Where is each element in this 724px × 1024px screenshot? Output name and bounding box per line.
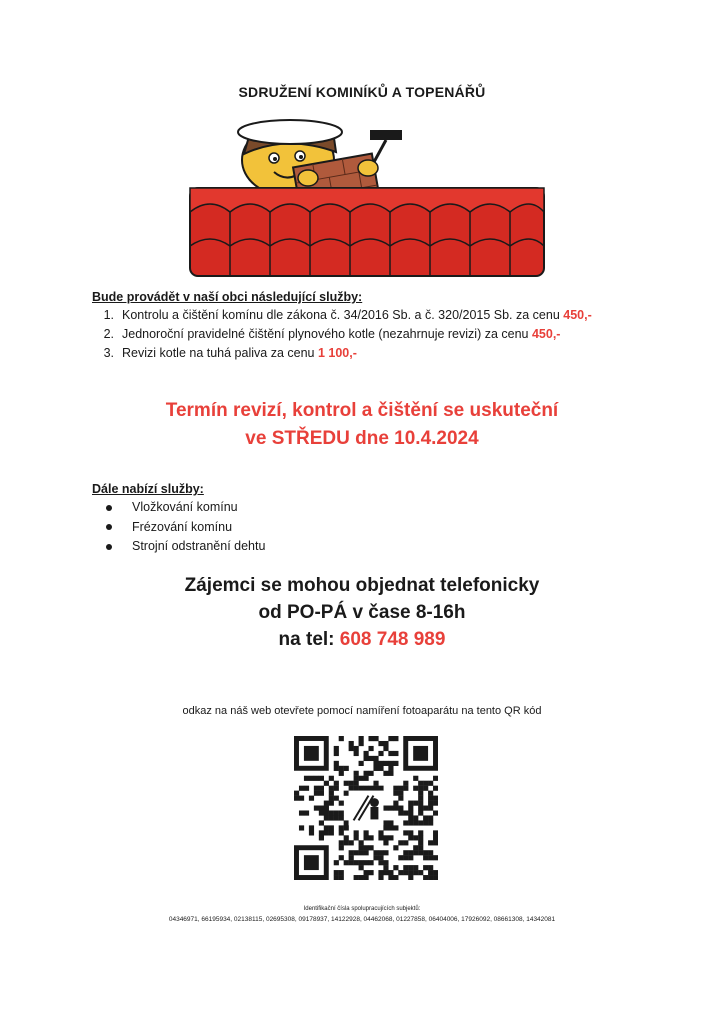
service-price: 1 100,- — [317, 346, 357, 360]
bullet-icon — [106, 524, 112, 530]
chimney-sweep-illustration — [186, 112, 548, 280]
services-list — [92, 306, 592, 363]
qr-caption: odkaz na náš web otevřete pomocí namíření fotoaparátu na tento QR kód — [182, 705, 542, 717]
bullet-icon — [106, 505, 112, 511]
list-item — [106, 498, 265, 518]
list-number: 3. — [103, 346, 114, 360]
phone-number[interactable]: 608 748 989 — [339, 629, 446, 650]
bullet-icon — [106, 544, 112, 550]
more-service-text: Vložkování komínu — [132, 500, 238, 514]
more-service-text: Strojní odstranění dehtu — [132, 539, 266, 553]
more-service-text: Frézování komínu — [132, 519, 233, 534]
service-text: Revizi kotle na tuhá paliva za cenu — [122, 346, 318, 360]
list-item — [106, 537, 265, 557]
qr-code-icon[interactable] — [294, 736, 438, 880]
more-services-heading: Dále nabízí služby: — [92, 482, 204, 496]
contact-line-2: od PO-PÁ v čase 8-16h — [258, 602, 466, 623]
service-text: Jednoroční pravidelné čištění plynového kotle (nezahrnuje revizi) za cenu — [122, 327, 532, 341]
list-item — [92, 325, 592, 344]
phone-prefix: na tel: — [278, 629, 340, 650]
list-number: 1. — [103, 308, 114, 322]
list-item — [106, 518, 265, 538]
list-item — [92, 306, 592, 325]
ids-list: 04346971, 66195934, 02138115, 02695308, 09178937, 14122928, 04462068, 01227858, 06404006, 17926092, 08661308, 14342081 — [168, 916, 556, 923]
contact-line-3 — [0, 626, 724, 653]
announcement-line-1: Termín revizí, kontrol a čištění se uskuteční — [165, 400, 559, 421]
list-number: 2. — [103, 327, 114, 341]
services-heading: Bude provádět v naší obci následující služby: — [92, 290, 363, 304]
service-text: Kontrolu a čištění komínu dle zákona č. 34/2016 Sb. a č. 320/2015 Sb. za cenu — [122, 308, 564, 322]
list-item — [92, 344, 592, 363]
contact-block — [0, 572, 724, 653]
service-price: 450,- — [563, 308, 592, 322]
ids-caption: Identifikační čísla spolupracujících subjektů: — [303, 906, 421, 912]
announcement-line-2: ve STŘEDU dne 10.4.2024 — [245, 428, 479, 449]
page-title: SDRUŽENÍ KOMINÍKŮ A TOPENÁŘŮ — [238, 84, 486, 100]
service-price: 450,- — [531, 327, 561, 341]
announcement — [0, 397, 724, 453]
more-services-list — [106, 498, 265, 557]
contact-line-1: Zájemci se mohou objednat telefonicky — [184, 575, 540, 596]
